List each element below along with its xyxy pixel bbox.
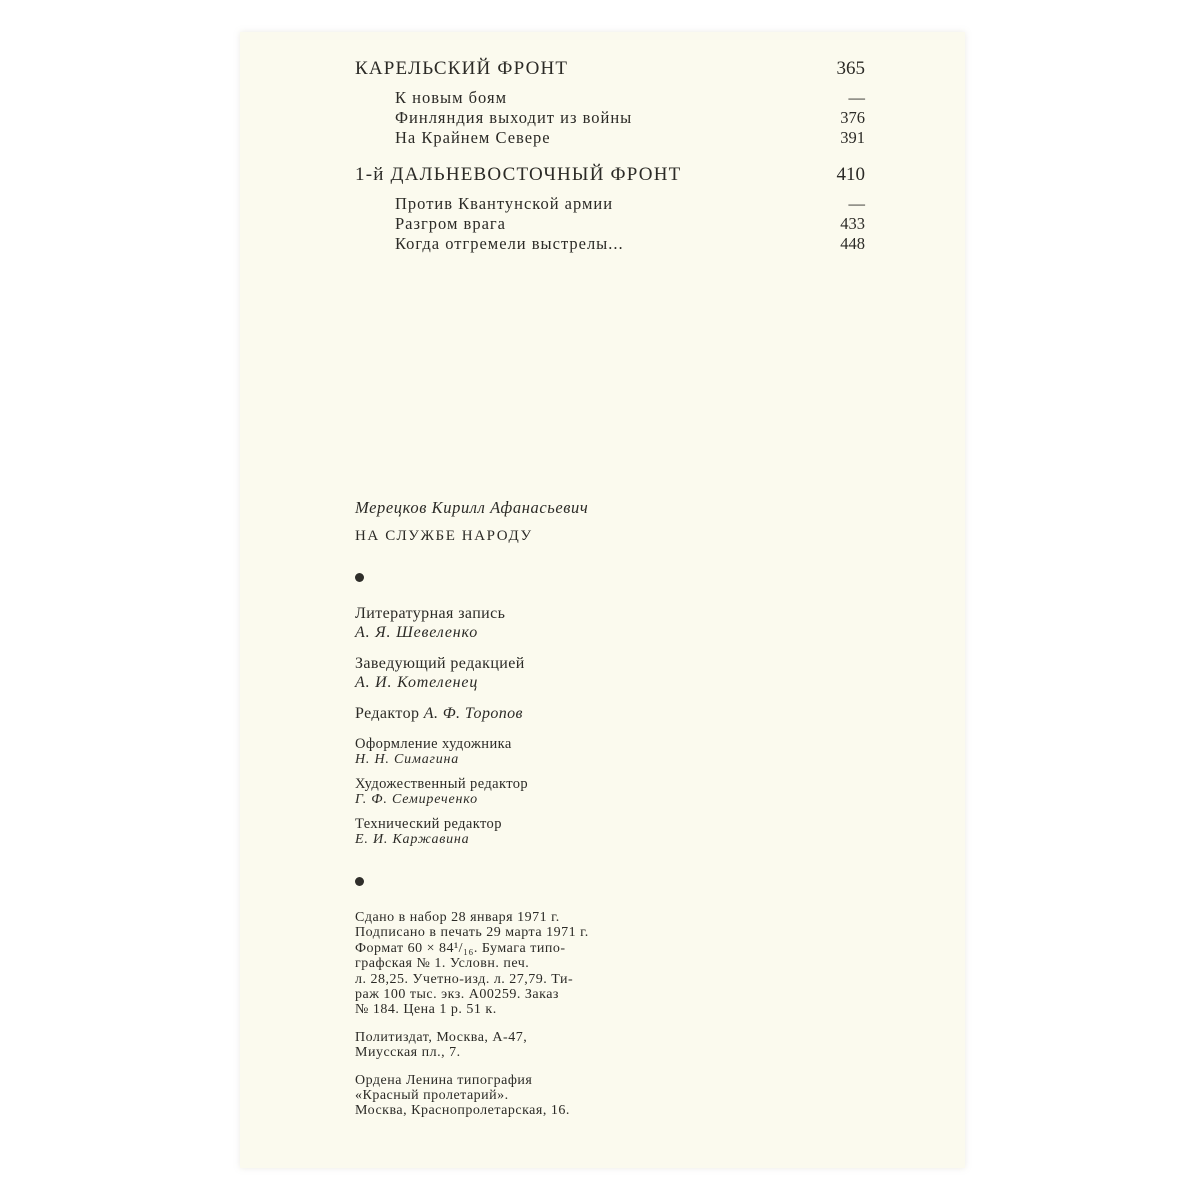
toc-item-page: —	[848, 88, 865, 107]
toc-section-far-eastern	[355, 162, 865, 254]
toc-item	[355, 214, 865, 234]
bullet-ornament	[355, 573, 364, 582]
toc-item-page: 433	[840, 214, 865, 233]
toc-item	[355, 128, 865, 148]
imprint-line: Миусская пл., 7.	[355, 1045, 461, 1061]
imprint-printer	[355, 1073, 660, 1119]
book-page	[240, 32, 965, 1168]
toc-item-title: Финляндия выходит из войны	[395, 108, 633, 127]
credit-person: А. Я. Шевеленко	[355, 624, 479, 641]
toc-section-karelian	[355, 56, 865, 148]
toc-item-title: Разгром врага	[395, 214, 506, 233]
toc-item-page: 448	[840, 234, 865, 253]
bullet-ornament	[355, 877, 364, 886]
toc-section-title: 1-й ДАЛЬНЕВОСТОЧНЫЙ ФРОНТ	[355, 164, 682, 185]
imprint-line: № 184. Цена 1 р. 51 к.	[355, 1002, 497, 1018]
credit-block	[355, 704, 685, 723]
credit-role: Редактор	[355, 705, 420, 722]
toc-section-heading	[355, 56, 865, 82]
toc-item-page: 391	[840, 128, 865, 147]
imprint-line: раж 100 тыс. экз. А00259. Заказ	[355, 987, 559, 1003]
toc-item-title: Когда отгремели выстрелы...	[395, 234, 624, 253]
imprint-line: «Красный пролетарий».	[355, 1088, 509, 1104]
toc-section-page: 410	[836, 164, 865, 185]
toc-item-title: На Крайнем Севере	[395, 128, 551, 147]
credit-role: Художественный редактор	[355, 776, 529, 792]
credit-person: А. Ф. Торопов	[423, 705, 523, 722]
imprint-line: Политиздат, Москва, А-47,	[355, 1029, 528, 1045]
toc-section-heading	[355, 162, 865, 188]
credit-block	[355, 654, 685, 692]
imprint-line: л. 28,25. Учетно-изд. л. 27,79. Ти-	[355, 971, 574, 987]
toc-item-page: —	[848, 194, 865, 213]
credit-block	[355, 816, 685, 847]
credit-person: А. И. Котеленец	[355, 674, 479, 691]
imprint-publisher	[355, 1030, 660, 1061]
toc-section-title: КАРЕЛЬСКИЙ ФРОНТ	[355, 58, 569, 79]
colophon	[355, 498, 685, 1119]
toc-item	[355, 108, 865, 128]
credit-role: Оформление художника	[355, 736, 512, 752]
imprint-line: Ордена Ленина типография	[355, 1072, 533, 1088]
imprint-production	[355, 910, 660, 1018]
book-title: НА СЛУЖБЕ НАРОДУ	[355, 528, 533, 544]
credit-person: Г. Ф. Семиреченко	[355, 792, 478, 807]
credit-block	[355, 736, 685, 767]
credit-role: Заведующий редакцией	[355, 655, 525, 672]
imprint-line: Подписано в печать 29 марта 1971 г.	[355, 925, 589, 941]
toc-item-title: К новым боям	[395, 88, 508, 107]
imprint-line: Москва, Краснопролетарская, 16.	[355, 1103, 570, 1119]
credit-person: Е. И. Каржавина	[355, 832, 470, 847]
imprint-line: Сдано в набор 28 января 1971 г.	[355, 910, 560, 925]
toc-item	[355, 88, 865, 108]
credit-role: Литературная запись	[355, 605, 506, 622]
imprint-line: Формат 60 × 84¹/₁₆. Бумага типо-	[355, 940, 566, 956]
toc-item	[355, 234, 865, 254]
toc-item-page: 376	[840, 108, 865, 127]
credit-person: Н. Н. Симагина	[355, 752, 460, 767]
credit-role: Технический редактор	[355, 816, 502, 832]
imprint-line: графская № 1. Условн. печ.	[355, 956, 530, 972]
credit-block	[355, 776, 685, 807]
toc-item-title: Против Квантунской армии	[395, 194, 614, 213]
toc-item	[355, 194, 865, 214]
toc-section-page: 365	[836, 58, 865, 79]
credit-block	[355, 604, 685, 642]
author-name: Мерецков Кирилл Афанасьевич	[355, 498, 589, 517]
